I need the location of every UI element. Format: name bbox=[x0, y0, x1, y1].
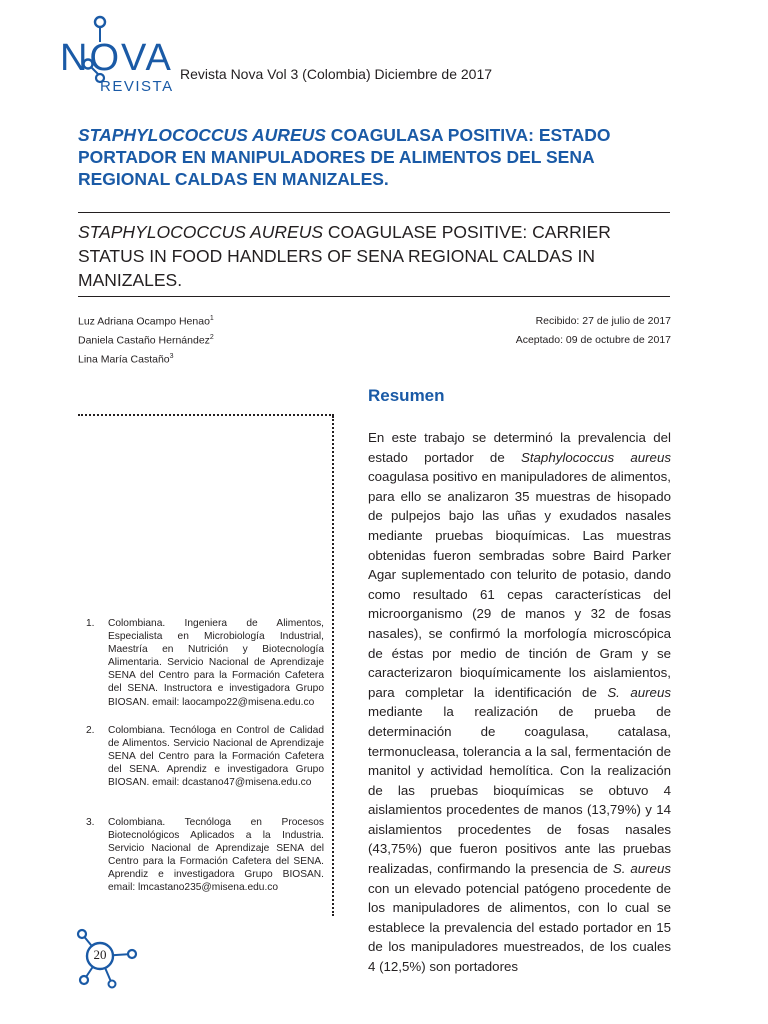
journal-header: Revista Nova Vol 3 (Colombia) Diciembre de 2017 bbox=[180, 66, 493, 82]
title-divider bbox=[78, 212, 670, 213]
footnote-2: 2. Colombiana. Tecnóloga en Control de Calidad de Alimentos. Servicio Nacional de Aprendizaje SENA del Centro para la Formación Cafetera del SENA. Aprendiz e investigadora Grupo BIOSAN. email: dcastano47@misena.edu.co bbox=[86, 725, 324, 789]
title-es-rest: COAGULASA POSITIVA: ESTADO PORTADOR EN MANIPULADORES DE ALIMENTOS DEL SENA REGIONAL CALDAS EN MANIZALES. bbox=[78, 125, 611, 189]
author-3: Lina María Castaño$^3$ bbox=[78, 353, 174, 366]
dotted-separator-vertical bbox=[332, 416, 334, 916]
title-en-italic: STAPHYLOCOCCUS AUREUS bbox=[78, 222, 324, 242]
dotted-separator-horizontal bbox=[78, 414, 334, 416]
abstract-body: En este trabajo se determinó la prevalencia del estado portador de Staphylococcus aureus coagulasa positivo en manipuladores de alimentos, para ello se analizaron 35 muestras de hisopado de pulpejos bajo las uñas y exudados nasales mediante pruebas bioquímicas. Las muestras obtenidas fueron sembradas sobre Baird Parker Agar suplementado con telurito de potasio, dando como resultado 61 cepas características del microorganismo (29 de manos y 32 de fosas nasales), se confirmó la morfología microscópica de éstas por medio de tinción de Gram y se caracterizaron bioquímicamente los aislamientos, para completar la identificación de S. aureus mediante la realización de prueba de determinación de coagulasa, catalasa, termonucleasa, tolerancia a la sal, fermentación de manitol y actividad hemolítica. Con la realización de las pruebas bioquímicas se obtuvo 4 aislamientos procedentes de manos (13,79%) y 14 aislamientos procedentes de fosas nasales (43,75%) que fueron positivos ante las pruebas realizadas, confirmando la presencia de S. aureus con un elevado potencial patógeno procedente de los manipuladores de alimentos, con lo cual se establece la prevalencia del estado portador en 15 de los manipuladores muestreados, de los cuales 4 (12,5%) son portadores bbox=[368, 430, 671, 975]
logo-subtitle: REVISTA bbox=[100, 78, 174, 94]
nova-revista-logo bbox=[58, 14, 178, 94]
footnote-1: 1. Colombiana. Ingeniera de Alimentos, Especialista en Microbiología Industrial, Maestría en Nutrición y Biotecnología Alimentaria. Servicio Nacional de Aprendizaje SENA del Centro para la Formación Cafetera del SENA. Instructora e investigadora Grupo BIOSAN. email: laocampo22@misena.edu.co bbox=[86, 618, 324, 708]
accepted-date: Aceptado: 09 de octubre de 2017 bbox=[515, 334, 671, 346]
logo-wordmark: NOVA bbox=[60, 37, 173, 79]
received-date: Recibido: 27 de julio de 2017 bbox=[535, 315, 671, 327]
page-number: 20 bbox=[93, 947, 107, 962]
title-en-rest: COAGULASE POSITIVE: CARRIER STATUS IN FOOD HANDLERS OF SENA REGIONAL CALDAS IN MANIZALES. bbox=[78, 222, 611, 290]
footnote-3: 3. Colombiana. Tecnóloga en Procesos Biotecnológicos Aplicados a la Industria. Servicio Nacional de Aprendizaje SENA del Centro para la Formación Cafetera del SENA. Aprendiz e investigadora Grupo BIOSAN. email: lmcastano235@misena.edu.co bbox=[86, 817, 324, 894]
author-2: Daniela Castaño Hernández$^2$ bbox=[78, 334, 214, 347]
article-title-es bbox=[78, 124, 678, 190]
author-1: Luz Adriana Ocampo Henao$^1$ bbox=[78, 315, 214, 328]
title-divider-bottom bbox=[78, 296, 670, 297]
title-es-italic: STAPHYLOCOCCUS AUREUS bbox=[78, 125, 326, 145]
abstract-heading: Resumen bbox=[368, 386, 445, 405]
article-title-en bbox=[78, 220, 678, 292]
